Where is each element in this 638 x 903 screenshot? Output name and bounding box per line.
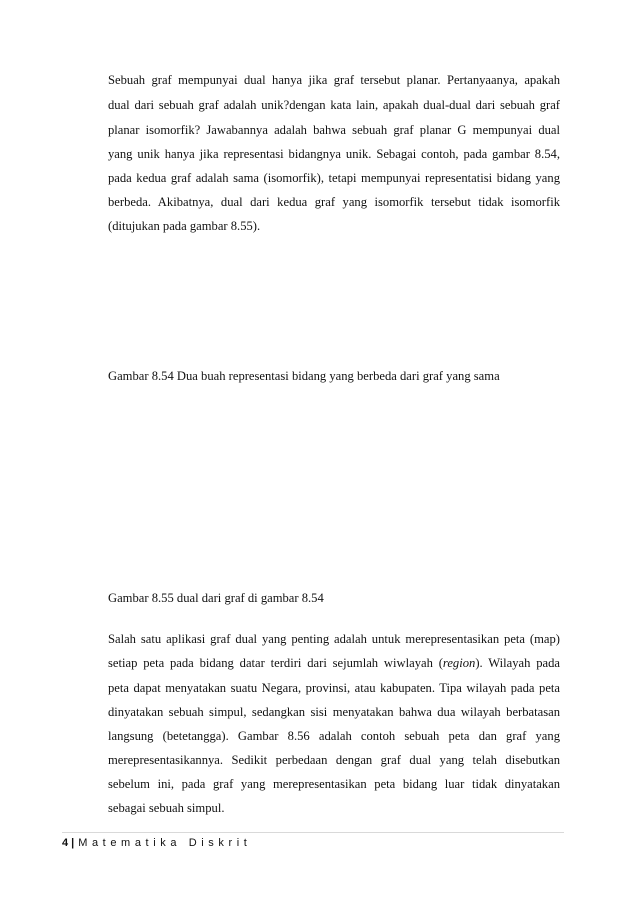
paragraph-2-line: merepresentasikannya. Sedikit perbedaan dengan graf dual yang telah disebutkan xyxy=(108,753,560,767)
paragraph-2-line xyxy=(108,655,560,671)
paragraph-1-line: planar isomorfik? Jawabannya adalah bahwa sebuah graf planar G mempunyai dual xyxy=(108,123,560,137)
figure-8-55-caption: Gambar 8.55 dual dari graf di gambar 8.54 xyxy=(108,591,324,605)
page-footer xyxy=(62,836,251,850)
footer-divider xyxy=(62,832,564,833)
paragraph-1-line: yang unik hanya jika representasi bidangnya unik. Sebagai contoh, pada gambar 8.54, xyxy=(108,147,560,161)
figure-8-55-image-area xyxy=(108,396,560,581)
paragraph-2-line: dinyatakan sebuah simpul, sedangkan sisi menyatakan bahwa dua wilayah berbatasan xyxy=(108,705,560,719)
paragraph-2-text: ). Wilayah pada xyxy=(475,656,560,670)
figure-8-54-image-area xyxy=(108,246,560,358)
footer-separator: | xyxy=(71,837,75,849)
paragraph-1-line: Sebuah graf mempunyai dual hanya jika graf tersebut planar. Pertanyaanya, apakah xyxy=(108,73,560,87)
paragraph-2-line: sebelum ini, pada graf yang merepresentasikan peta bidang luar tidak dinyatakan xyxy=(108,777,560,791)
paragraph-2-line: Salah satu aplikasi graf dual yang penting adalah untuk merepresentasikan peta (map) xyxy=(108,632,560,646)
figure-8-54-caption: Gambar 8.54 Dua buah representasi bidang yang berbeda dari graf yang sama xyxy=(108,369,500,383)
page-number: 4 xyxy=(62,837,69,849)
paragraph-2-line: langsung (betetangga). Gambar 8.56 adalah contoh sebuah peta dan graf yang xyxy=(108,729,560,743)
paragraph-2-text: setiap peta pada bidang datar terdiri dari sejumlah wiwlayah ( xyxy=(108,656,443,670)
paragraph-1-line: berbeda. Akibatnya, dual dari kedua graf yang isomorfik tersebut tidak isomorfik xyxy=(108,195,560,209)
paragraph-1-line: (ditujukan pada gambar 8.55). xyxy=(108,219,261,233)
footer-title: Matematika Diskrit xyxy=(78,837,252,849)
paragraph-2-line: sebagai sebuah simpul. xyxy=(108,801,225,815)
region-term: region xyxy=(442,656,476,670)
paragraph-2-line: peta dapat menyatakan suatu Negara, provinsi, atau kabupaten. Tipa wilayah pada peta xyxy=(108,681,560,695)
paragraph-1-line: pada kedua graf adalah sama (isomorfik), tetapi mempunyai representatisi bidang yang xyxy=(108,171,560,185)
paragraph-1-line: dual dari sebuah graf adalah unik?dengan kata lain, apakah dual-dual dari sebuah graf xyxy=(108,98,560,112)
